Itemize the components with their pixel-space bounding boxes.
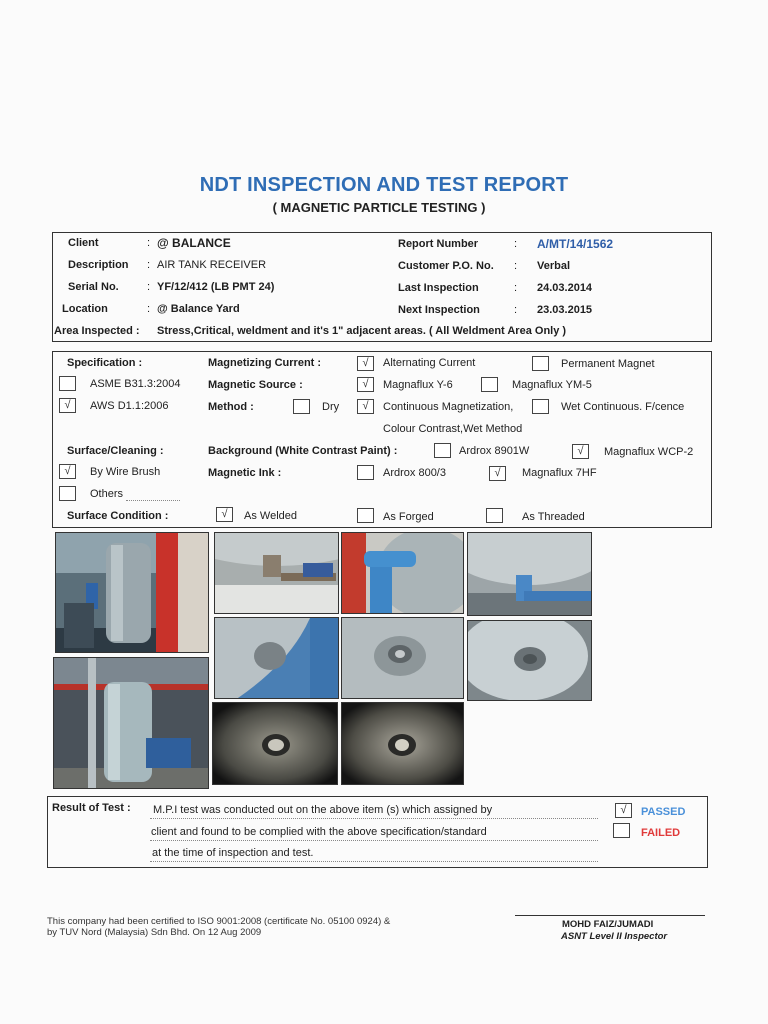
result-line-1: M.P.I test was conducted out on the above item (s) which assigned by: [153, 804, 493, 816]
as-forged-checkbox[interactable]: [357, 508, 374, 523]
inspector-name: MOHD FAIZ/JUMADI: [562, 919, 654, 930]
asme-checkbox[interactable]: [59, 376, 76, 391]
photo-blue-pipe: [341, 532, 464, 614]
colour-contrast-option: Colour Contrast,Wet Method: [383, 423, 523, 435]
as-welded-checkbox[interactable]: √: [216, 507, 233, 522]
area-label: Area Inspected :: [54, 325, 140, 337]
result-underline-3: [150, 861, 598, 862]
as-threaded-checkbox[interactable]: [486, 508, 503, 523]
client-label: Client: [68, 237, 99, 249]
serial-value: YF/12/412 (LB PMT 24): [157, 281, 275, 293]
photo-nozzle-weld: [341, 617, 464, 699]
dry-option: Dry: [322, 401, 340, 413]
area-value: Stress,Critical, weldment and it's 1" adjacent areas. ( All Weldment Area Only ): [157, 325, 567, 337]
photo-tank-base: [214, 532, 339, 614]
next-inspection-colon: :: [514, 304, 518, 316]
photo-tank-corner: [214, 617, 339, 699]
magnetic-source-label: Magnetic Source :: [208, 379, 303, 391]
ardrox-800-3-checkbox[interactable]: [357, 465, 374, 480]
serial-label: Serial No.: [68, 281, 119, 293]
report-number-label: Report Number: [398, 238, 479, 250]
location-label: Location: [62, 303, 108, 315]
failed-label: FAILED: [641, 827, 681, 839]
photo-tank-workshop: [53, 657, 209, 789]
po-label: Customer P.O. No.: [398, 260, 494, 272]
wire-brush-checkbox[interactable]: √: [59, 464, 76, 479]
alternating-current-option: Alternating Current: [383, 357, 476, 369]
magnaflux-y6-option: Magnaflux Y-6: [383, 379, 453, 391]
signature-line: [515, 915, 705, 916]
report-number-value: A/MT/14/1562: [537, 237, 614, 251]
photo-tank-front: [55, 532, 209, 653]
magnaflux-7hf-checkbox[interactable]: √: [489, 466, 506, 481]
next-inspection-label: Next Inspection: [398, 304, 480, 316]
certification-line-1: This company had been certified to ISO 9001:2008 (certificate No. 05100 0924) &: [47, 916, 391, 927]
location-value: @ Balance Yard: [157, 303, 240, 315]
others-underline: [126, 500, 180, 501]
report-number-colon: :: [514, 238, 518, 250]
result-line-2: client and found to be complied with the above specification/standard: [151, 826, 487, 838]
as-forged-option: As Forged: [383, 511, 434, 523]
as-threaded-option: As Threaded: [522, 511, 585, 523]
permanent-magnet-option: Permanent Magnet: [561, 358, 655, 370]
passed-checkbox[interactable]: √: [615, 803, 632, 818]
magnetic-ink-label: Magnetic Ink :: [208, 467, 282, 479]
others-checkbox[interactable]: [59, 486, 76, 501]
report-subtitle: ( MAGNETIC PARTICLE TESTING ): [272, 200, 486, 215]
magnaflux-ym5-checkbox[interactable]: [481, 377, 498, 392]
permanent-magnet-checkbox[interactable]: [532, 356, 549, 371]
last-inspection-colon: :: [514, 282, 518, 294]
asme-option: ASME B31.3:2004: [90, 378, 181, 390]
certification-line-2: by TUV Nord (Malaysia) Sdn Bhd. On 12 Aug 2009: [47, 927, 262, 938]
last-inspection-value: 24.03.2014: [537, 282, 593, 294]
ardrox-8901w-checkbox[interactable]: [434, 443, 451, 458]
dry-checkbox[interactable]: [293, 399, 310, 414]
next-inspection-value: 23.03.2015: [537, 304, 593, 316]
as-welded-option: As Welded: [244, 510, 297, 522]
continuous-magnetization-option: Continuous Magnetization,: [383, 401, 514, 413]
ardrox-800-3-option: Ardrox 800/3: [383, 467, 446, 479]
po-colon: :: [514, 260, 518, 272]
description-colon: :: [147, 259, 151, 271]
continuous-magnetization-checkbox[interactable]: √: [357, 399, 374, 414]
surface-cleaning-label: Surface/Cleaning :: [67, 445, 164, 457]
magnaflux-ym5-option: Magnaflux YM-5: [512, 379, 592, 391]
magnaflux-wcp2-checkbox[interactable]: √: [572, 444, 589, 459]
wet-continuous-option: Wet Continuous. F/cence: [561, 401, 685, 413]
failed-checkbox[interactable]: [613, 823, 630, 838]
specification-label: Specification :: [67, 357, 143, 369]
inspector-title: ASNT Level II Inspector: [561, 931, 668, 942]
location-colon: :: [147, 303, 151, 315]
result-underline-1: [150, 818, 598, 819]
serial-colon: :: [147, 281, 151, 293]
magnaflux-y6-checkbox[interactable]: √: [357, 377, 374, 392]
client-colon: :: [147, 237, 151, 249]
magnaflux-wcp2-option: Magnaflux WCP-2: [604, 446, 694, 458]
magnetizing-current-label: Magnetizing Current :: [208, 357, 322, 369]
alternating-current-checkbox[interactable]: √: [357, 356, 374, 371]
photo-mpi-indication-1: [212, 702, 338, 785]
method-label: Method :: [208, 401, 254, 413]
magnaflux-7hf-option: Magnaflux 7HF: [522, 467, 597, 479]
aws-option: AWS D1.1:2006: [90, 400, 169, 412]
photo-mpi-indication-2: [341, 702, 464, 785]
others-option: Others: [90, 488, 124, 500]
result-label: Result of Test :: [52, 802, 131, 814]
po-value: Verbal: [537, 260, 571, 272]
description-value: AIR TANK RECEIVER: [157, 259, 267, 271]
photo-nozzle-bottom: [467, 620, 592, 701]
wet-continuous-checkbox[interactable]: [532, 399, 549, 414]
photo-bottom-fitting: [467, 532, 592, 616]
result-line-3: at the time of inspection and test.: [152, 847, 314, 859]
wire-brush-option: By Wire Brush: [90, 466, 161, 478]
client-value: @ BALANCE: [157, 236, 231, 250]
last-inspection-label: Last Inspection: [398, 282, 479, 294]
background-label: Background (White Contrast Paint) :: [208, 445, 398, 457]
passed-label: PASSED: [641, 806, 686, 818]
report-title: NDT INSPECTION AND TEST REPORT: [199, 174, 569, 196]
ardrox-8901w-option: Ardrox 8901W: [459, 445, 530, 457]
description-label: Description: [68, 259, 129, 271]
surface-condition-label: Surface Condition :: [67, 510, 169, 522]
result-underline-2: [150, 840, 598, 841]
aws-checkbox[interactable]: √: [59, 398, 76, 413]
